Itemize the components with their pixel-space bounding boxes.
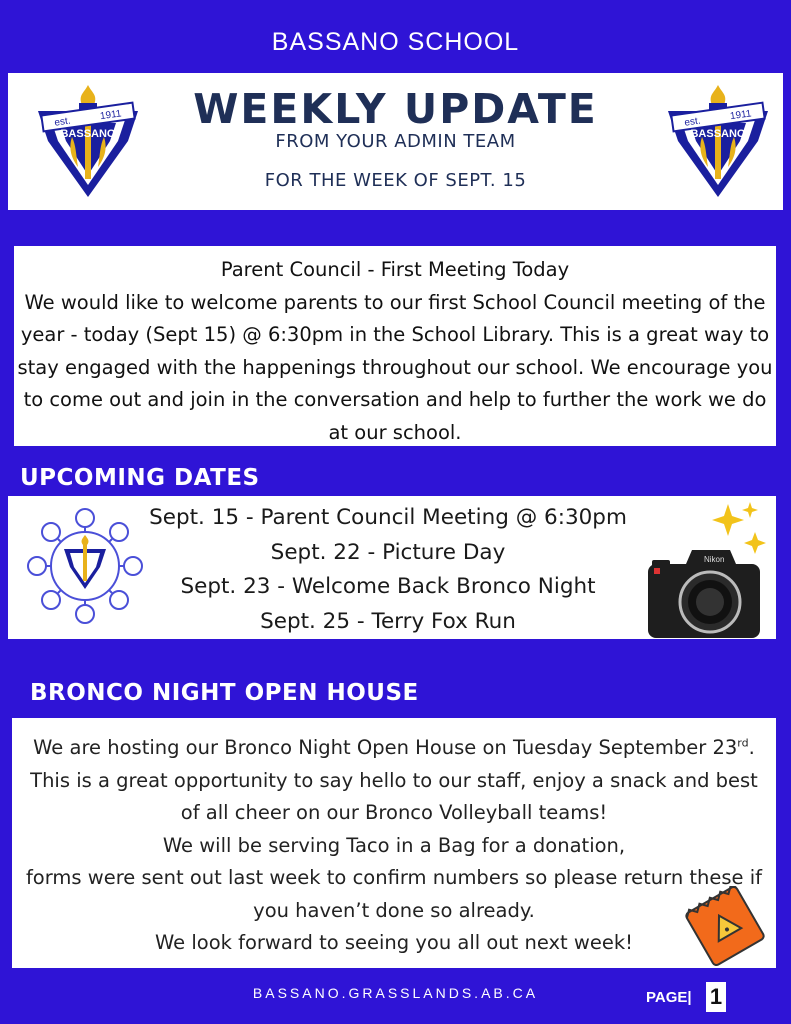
page-label: PAGE| xyxy=(646,989,692,1006)
bronco-line1-suffix: rd xyxy=(737,736,749,750)
school-crest-icon xyxy=(662,81,774,201)
newsletter-week: FOR THE WEEK OF SEPT. 15 xyxy=(264,170,527,191)
header-banner xyxy=(8,73,783,210)
bronco-paragraph-3: forms were sent out last week to confirm numbers so please return these if you haven’t done so already. xyxy=(25,866,763,922)
bronco-line1-text: We are hosting our Bronco Night Open House on Tuesday September 23 xyxy=(33,736,738,759)
parent-council-body: We would like to welcome parents to our first School Council meeting of the year - today (Sept 15) @ 6:30pm in the School Library. This is a great way to stay engaged with the happenings throughout our school. We encourage you to come out and join in the conversation and help to further the work we do at our school. xyxy=(17,290,773,444)
upcoming-dates-list xyxy=(128,501,648,639)
crest-est-text: est. xyxy=(683,115,702,129)
crest-year-text: 1911 xyxy=(99,108,123,123)
upcoming-dates-heading: UPCOMING DATES xyxy=(20,465,260,491)
school-name: BASSANO SCHOOL xyxy=(271,28,520,56)
crest-name-text: BASSANO xyxy=(690,128,746,140)
list-item: Sept. 23 - Welcome Back Bronco Night xyxy=(180,574,596,599)
bronco-line1-rest: . This is a great opportunity to say hello to our staff, enjoy a snack and best of all cheer on our Bronco Volleyball teams! xyxy=(30,736,758,824)
list-item: Sept. 22 - Picture Day xyxy=(270,539,506,565)
newsletter-title: WEEKLY UPDATE xyxy=(193,85,598,133)
bronco-night-panel xyxy=(12,718,776,968)
school-website: BASSANO.GRASSLANDS.AB.CA xyxy=(252,985,539,1001)
crest-est-text: est. xyxy=(53,115,72,129)
page-number: 1 xyxy=(706,982,726,1012)
crest-year-text: 1911 xyxy=(729,108,753,123)
bronco-night-heading: BRONCO NIGHT OPEN HOUSE xyxy=(30,680,419,706)
list-item: Sept. 25 - Terry Fox Run xyxy=(260,608,516,634)
camera-icon xyxy=(642,500,774,638)
bronco-paragraph-4: We look forward to seeing you all out next week! xyxy=(155,931,633,954)
chip-bag-icon xyxy=(680,886,770,966)
parent-council-panel xyxy=(14,246,776,446)
list-item: Sept. 15 - Parent Council Meeting @ 6:30pm xyxy=(149,505,627,530)
newsletter-subtitle: FROM YOUR ADMIN TEAM xyxy=(275,131,516,152)
parent-council-title: Parent Council - First Meeting Today xyxy=(220,258,570,281)
bronco-paragraph-1 xyxy=(18,732,770,830)
camera-brand-text: Nikon xyxy=(704,555,725,564)
upcoming-dates-panel xyxy=(8,496,776,639)
bronco-paragraph-2: We will be serving Taco in a Bag for a donation, xyxy=(162,833,626,857)
crest-name-text: BASSANO xyxy=(60,128,116,140)
